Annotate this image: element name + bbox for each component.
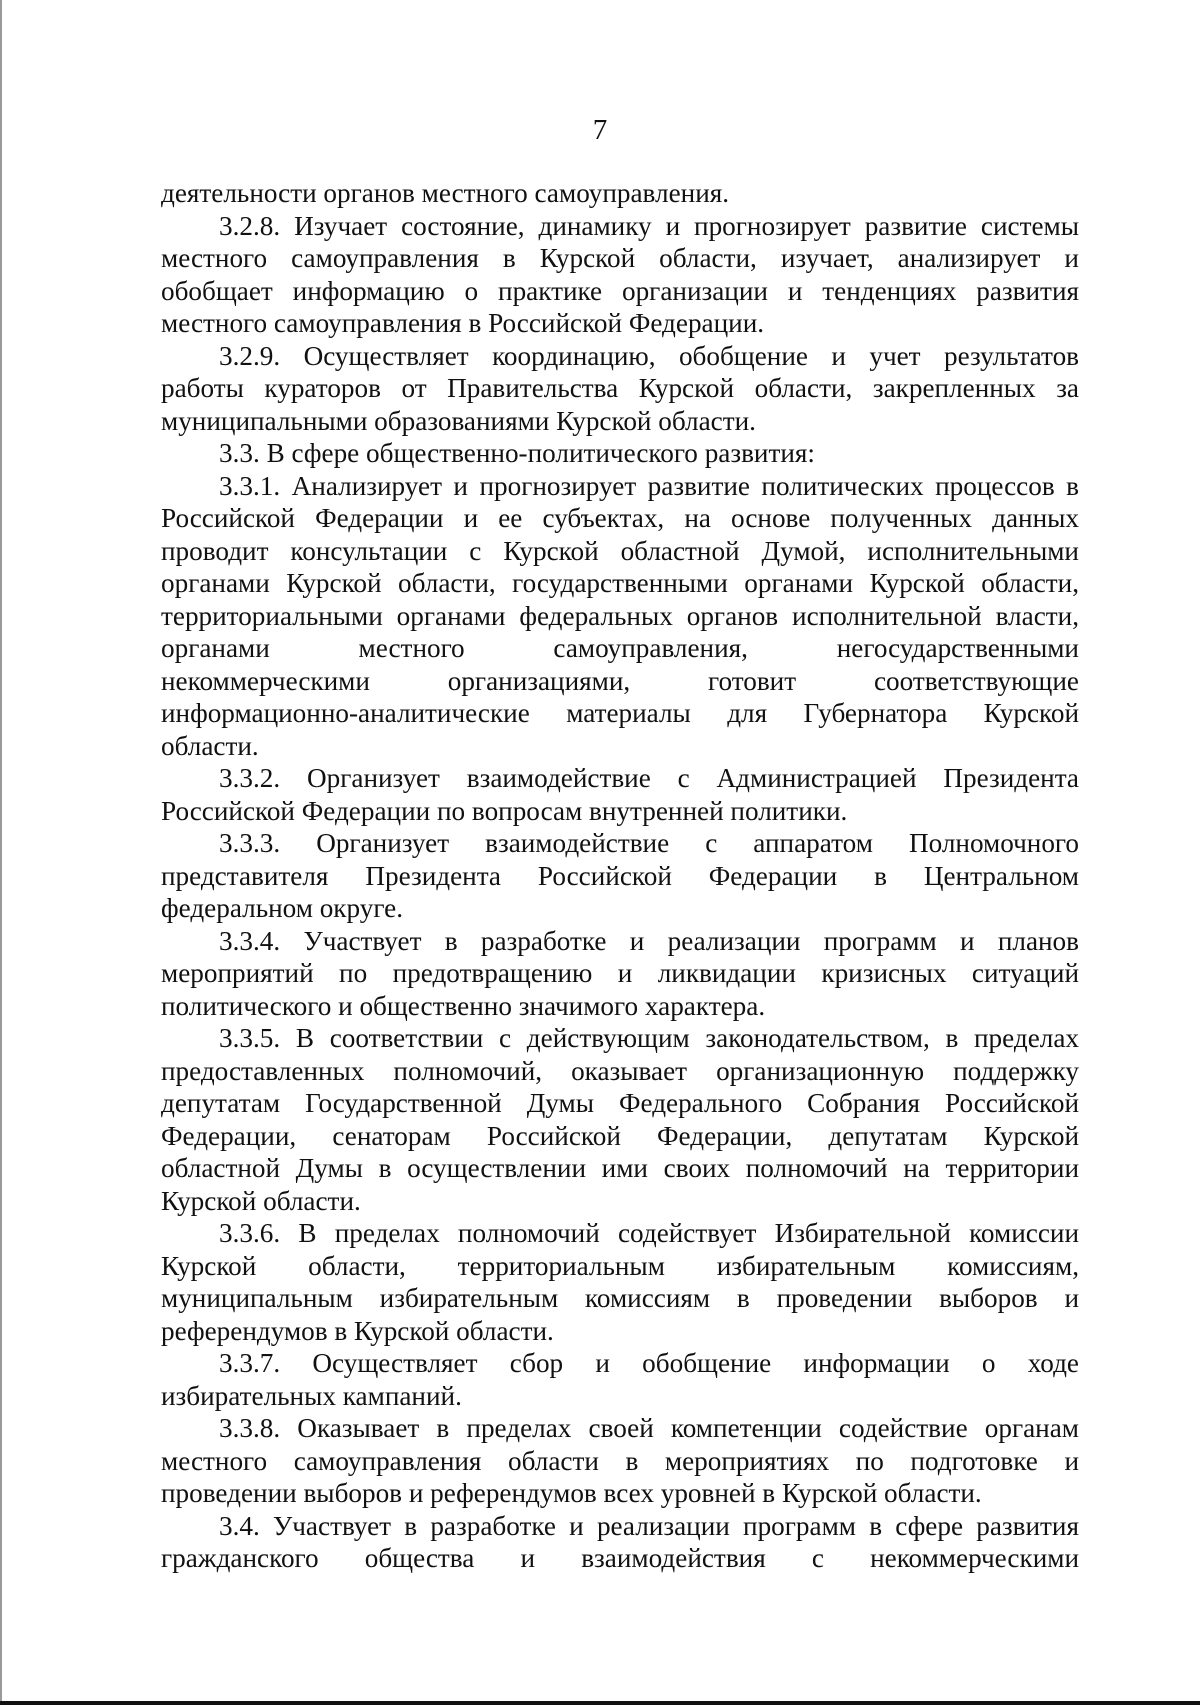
text-line: 3.3.2. Организует взаимодействие с Администрацией Президента	[219, 763, 1079, 793]
text-line: информационно-аналитические материалы для Губернатора Курской	[161, 698, 1079, 728]
scan-edge-left	[0, 0, 2, 1705]
text-line: референдумов в Курской области.	[161, 1315, 554, 1346]
document-body	[161, 177, 1079, 1575]
text-line: депутатам Государственной Думы Федерального Собрания Российской	[161, 1088, 1079, 1118]
text-line: проводит консультации с Курской областной Думой, исполнительными	[161, 535, 1079, 566]
text-line: мероприятий по предотвращению и ликвидации кризисных ситуаций	[161, 958, 1079, 988]
text-line: территориальными органами федеральных органов исполнительной власти,	[161, 600, 1079, 631]
text-line: местного самоуправления области в мероприятиях по подготовке и	[161, 1445, 1079, 1476]
scan-edge-bottom	[0, 1701, 1200, 1705]
text-line: представителя Президента Российской Федерации в Центральном	[161, 860, 1079, 891]
text-line: Курской области, территориальным избирательным комиссиям,	[161, 1250, 1079, 1281]
text-line: 3.2.8. Изучает состояние, динамику и прогнозирует развитие системы	[219, 210, 1079, 241]
text-line: муниципальными образованиями Курской области.	[161, 405, 756, 436]
text-line: некоммерческими организациями, готовит соответствующие	[161, 665, 1079, 696]
text-line: местного самоуправления в Курской области, изучает, анализирует и	[161, 243, 1079, 273]
text-line: 3.3.4. Участвует в разработке и реализации программ и планов	[219, 925, 1079, 956]
text-line: 3.3.3. Организует взаимодействие с аппаратом Полномочного	[219, 828, 1079, 858]
text-line: 3.3.8. Оказывает в пределах своей компетенции содействие органам	[219, 1413, 1079, 1443]
text-line: избирательных кампаний.	[161, 1380, 462, 1411]
text-line: проведении выборов и референдумов всех уровней в Курской области.	[161, 1478, 982, 1508]
text-line: Российской Федерации и ее субъектах, на основе полученных данных	[161, 503, 1079, 533]
text-line: работы кураторов от Правительства Курской области, закрепленных за	[161, 373, 1079, 403]
text-line: Федерации, сенаторам Российской Федерации, депутатам Курской	[161, 1120, 1079, 1151]
text-line: муниципальным избирательным комиссиям в проведении выборов и	[161, 1283, 1079, 1313]
text-line: 3.4. Участвует в разработке и реализации программ в сфере развития	[219, 1510, 1079, 1541]
text-line: Российской Федерации по вопросам внутренней политики.	[161, 795, 848, 826]
text-line: Курской области.	[161, 1185, 361, 1216]
text-line: гражданского общества и взаимодействия с некоммерческими	[161, 1543, 1079, 1573]
text-line: обобщает информацию о практике организации и тенденциях развития	[161, 275, 1079, 306]
text-line: политического и общественно значимого характера.	[161, 990, 766, 1021]
text-line: федеральном округе.	[161, 893, 404, 923]
page-number: 7	[592, 114, 608, 146]
text-line: местного самоуправления в Российской Федерации.	[161, 308, 765, 338]
text-line: 3.2.9. Осуществляет координацию, обобщение и учет результатов	[219, 340, 1079, 371]
text-line: 3.3.5. В соответствии с действующим законодательством, в пределах	[219, 1023, 1079, 1053]
text-line: областной Думы в осуществлении ими своих полномочий на территории	[161, 1153, 1079, 1183]
text-line: 3.3.1. Анализирует и прогнозирует развитие политических процессов в	[219, 470, 1079, 501]
text-line: предоставленных полномочий, оказывает организационную поддержку	[161, 1055, 1079, 1086]
text-line: 3.3.6. В пределах полномочий содействует Избирательной комиссии	[219, 1218, 1079, 1248]
text-line: 3.3. В сфере общественно-политического развития:	[219, 438, 815, 468]
text-line: органами Курской области, государственными органами Курской области,	[161, 568, 1079, 598]
text-line: области.	[161, 730, 259, 761]
text-line: 3.3.7. Осуществляет сбор и обобщение информации о ходе	[219, 1348, 1079, 1378]
text-line: органами местного самоуправления, негосударственными	[161, 633, 1079, 663]
text-line: деятельности органов местного самоуправления.	[161, 178, 730, 208]
